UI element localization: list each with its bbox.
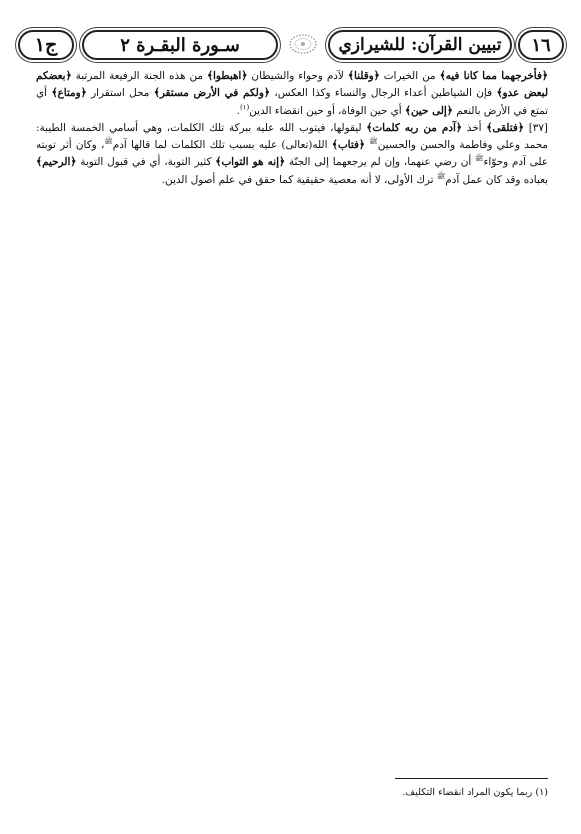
book-title-badge (328, 30, 512, 60)
text-run: أن رضي عنهما، وإن لم يرجعهما إلى الجنّة (285, 156, 476, 169)
text-run: الله(تعالى) عليه بسبب تلك الكلمات لما قالها آدم (112, 139, 332, 152)
quran-quote: ﴿ومتاع﴾ (51, 87, 87, 100)
text-run: كثير التوبة، أي في قبول التوبة (76, 156, 216, 169)
text-run: . (236, 104, 240, 117)
text-run: أي تمتع في الأرض بالنعم (36, 87, 548, 117)
text-run: ليقولها، فيتوب الله عليه ببركة تلك الكلمات، وهي أسامي الخمسة الطيبة: محمد وعلي وفاطمة والحسن والحسين (36, 121, 548, 152)
page-header (16, 30, 565, 64)
text-run: لآدم وحواء والشيطان (247, 70, 348, 82)
quran-quote: ﴿فأخرجهما مما كانا فيه﴾ (439, 70, 549, 82)
honorific-glyph: ﷺ (475, 155, 484, 164)
quran-quote: ﴿إنه هو التواب﴾ (215, 156, 286, 169)
page-number-badge (518, 30, 564, 60)
page-number: ١٦ (531, 34, 551, 56)
quran-quote: ﴿وقلنا﴾ (347, 70, 380, 82)
quran-quote: ﴿الرحيم﴾ (36, 156, 77, 169)
text-run: أي حين الوفاة، أو حين انقضاء الدين (249, 104, 405, 117)
quran-quote: ﴿فتاب﴾ (331, 139, 366, 152)
text-run: محل استقرار (86, 87, 154, 100)
quran-quote: ﴿إلى حين﴾ (404, 104, 453, 117)
text-run: ترك الأولى، لا أنه معصية حقيقية كما حقق في علم أصول الدين. (161, 173, 437, 186)
text-run: من هذه الجنة الرفيعة المرتبة (71, 70, 207, 82)
surah-badge (82, 30, 278, 60)
text-run: فإن الشياطين أعداء الرجال والنساء وكذا العكس، (269, 87, 497, 100)
honorific-glyph: ﷺ (436, 172, 446, 181)
rosette-ornament-icon (288, 33, 318, 55)
quran-quote: ﴿فتلقى﴾ (486, 121, 524, 134)
quran-quote: ﴿بعضكم لبعض عدو﴾ (36, 70, 548, 100)
footnote-marker: (١) (239, 103, 250, 112)
volume-badge (18, 30, 74, 60)
paragraph-verse-36 (36, 68, 548, 120)
volume-label: ج١ (34, 34, 58, 56)
quran-quote: ﴿آدم من ربه كلمات﴾ (366, 121, 462, 134)
book-title: تبيين القرآن: للشيرازي (338, 35, 502, 55)
commentary-text (36, 68, 548, 189)
paragraph-verse-37 (36, 120, 548, 189)
text-run: ، وكان أثر توبته على آدم وحوّاء (36, 139, 548, 169)
text-run: بعباده وقد كان عمل آدم (445, 173, 548, 186)
footnote-divider (395, 778, 548, 779)
quran-quote: ﴿اهبطوا﴾ (206, 70, 248, 82)
quran-quote: ﴿ولكم في الأرض مستقر﴾ (153, 87, 270, 100)
verse-number: [٣٧] (523, 121, 548, 134)
text-run: أخذ (461, 121, 487, 134)
honorific-glyph: ﷺ (104, 137, 113, 146)
text-run: من الخيرات (379, 70, 440, 82)
honorific-glyph: ﷺ (369, 137, 378, 146)
surah-label: سـورة البقـرة ٢ (120, 34, 240, 56)
footnote: (١) ربما يكون المراد انقضاء التكليف. (402, 787, 548, 798)
